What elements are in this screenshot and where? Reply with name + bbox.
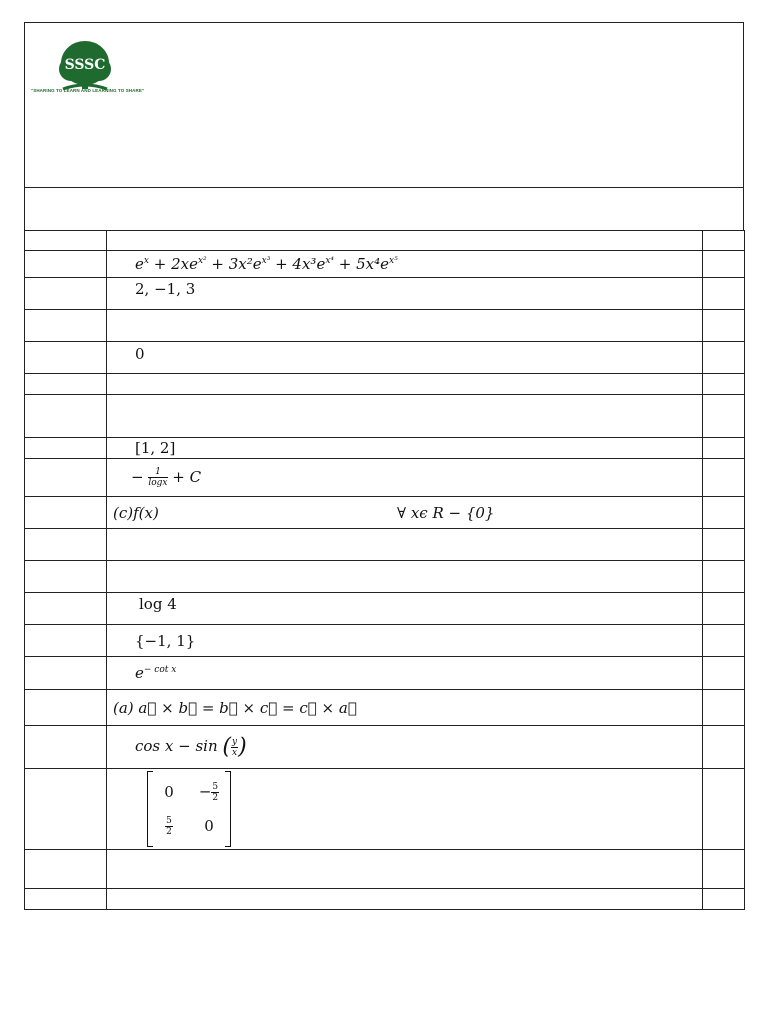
answer-cell <box>107 251 703 278</box>
table-row <box>25 889 745 910</box>
question-number-cell <box>25 657 107 690</box>
marks-cell <box>703 593 745 625</box>
table-row <box>25 529 745 561</box>
question-number-cell <box>25 593 107 625</box>
question-number-cell <box>25 690 107 726</box>
answer-cell: [1, 2] <box>107 438 703 459</box>
question-number-cell <box>25 561 107 593</box>
table-row <box>25 374 745 395</box>
answer-cell: 2, −1, 3 <box>107 278 703 310</box>
marks-cell <box>703 342 745 374</box>
question-number-cell <box>25 251 107 278</box>
answer-cell: 0 <box>107 342 703 374</box>
table-row <box>25 231 745 251</box>
answer-cell <box>107 726 703 769</box>
answer-cell <box>107 395 703 438</box>
marks-cell <box>703 657 745 690</box>
question-number-cell <box>25 374 107 395</box>
answer-sheet <box>24 22 744 911</box>
table-row <box>25 395 745 438</box>
header-box <box>24 22 744 188</box>
question-number-cell <box>25 889 107 910</box>
marks-cell <box>703 690 745 726</box>
question-number-cell <box>25 395 107 438</box>
answer-cell <box>107 561 703 593</box>
table-row <box>25 690 745 726</box>
matrix-cell: − $\frac{5}{2}$ <box>198 781 219 803</box>
answer-cell <box>107 657 703 690</box>
answer-cell <box>107 374 703 395</box>
table-row <box>25 769 745 850</box>
answer-cell: − $\frac{1}{\log x}$ + C <box>107 459 703 497</box>
answer-cell: (a) a⃗ × b⃗ = b⃗ × c⃗ = c⃗ × a⃗ <box>107 690 703 726</box>
answer-cell <box>107 231 703 251</box>
marks-cell <box>703 231 745 251</box>
logo-tagline: "SHARING TO LEARN AND LEARNING TO SHARE" <box>31 88 145 93</box>
answer-cell <box>107 769 703 850</box>
marks-cell <box>703 438 745 459</box>
marks-cell <box>703 251 745 278</box>
marks-cell <box>703 561 745 593</box>
table-row <box>25 561 745 593</box>
marks-cell <box>703 889 745 910</box>
marks-cell <box>703 625 745 657</box>
marks-cell <box>703 459 745 497</box>
question-number-cell <box>25 278 107 310</box>
answer-cell: {−1, 1} <box>107 625 703 657</box>
question-number-cell <box>25 769 107 850</box>
marks-cell <box>703 278 745 310</box>
answer-cell <box>107 310 703 342</box>
question-number-cell <box>25 310 107 342</box>
matrix <box>147 771 231 847</box>
marks-cell <box>703 310 745 342</box>
domain-expression: ∀ xϵ R − {0} <box>397 503 495 522</box>
matrix-cell: 0 <box>204 817 214 835</box>
table-row <box>25 310 745 342</box>
marks-cell <box>703 529 745 561</box>
answer-cell: log 4 <box>107 593 703 625</box>
table-row <box>25 251 745 278</box>
fraction: $\frac{1}{\log x}$ <box>148 467 168 488</box>
marks-cell <box>703 726 745 769</box>
marks-cell <box>703 395 745 438</box>
matrix-cell: $\frac{5}{2}$ <box>166 815 172 837</box>
marks-cell <box>703 497 745 529</box>
answer-cell <box>107 529 703 561</box>
answer-expression: $e^x + 2xe^{x^2} + 3x^2e^{x^3} + 4x^3e^{x^4} + 5x^4e^{x^5}$ <box>135 255 398 273</box>
question-number-cell <box>25 231 107 251</box>
table-row <box>25 726 745 769</box>
answer-expression: cos x − sin ( $\frac{y}{x}$ ) <box>135 734 247 760</box>
table-row <box>25 625 745 657</box>
subheader-box <box>24 187 744 231</box>
marks-cell <box>703 850 745 889</box>
answer-table <box>24 230 745 910</box>
answer-cell: (c)f(x) ∀ xϵ R − {0} <box>107 497 703 529</box>
matrix-cell: 0 <box>164 783 174 801</box>
question-number-cell <box>25 625 107 657</box>
question-number-cell <box>25 459 107 497</box>
table-row <box>25 850 745 889</box>
table-row <box>25 342 745 374</box>
table-row <box>25 459 745 497</box>
table-row <box>25 497 745 529</box>
question-number-cell <box>25 726 107 769</box>
answer-cell <box>107 850 703 889</box>
logo-letters: SSSC <box>64 57 106 73</box>
answer-cell <box>107 889 703 910</box>
table-row <box>25 278 745 310</box>
answer-expression: $e^{- cot x}$ <box>135 664 177 682</box>
question-number-cell <box>25 529 107 561</box>
marks-cell <box>703 374 745 395</box>
table-row <box>25 438 745 459</box>
table-row <box>25 593 745 625</box>
table-row <box>25 657 745 690</box>
question-number-cell <box>25 850 107 889</box>
question-number-cell <box>25 342 107 374</box>
marks-cell <box>703 769 745 850</box>
question-number-cell <box>25 438 107 459</box>
question-number-cell <box>25 497 107 529</box>
